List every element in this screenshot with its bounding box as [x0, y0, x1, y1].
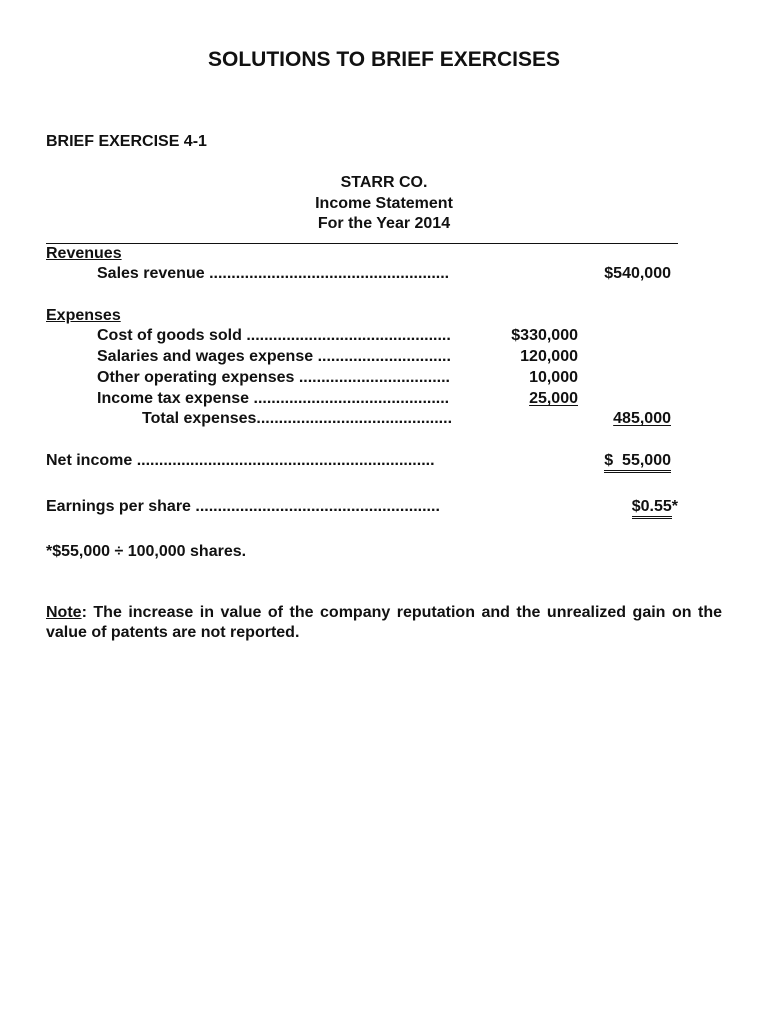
total-expenses-amount: 485,000	[613, 410, 671, 427]
revenues-heading: Revenues	[46, 245, 122, 262]
net-income-amount: $ 55,000	[604, 452, 671, 473]
statement-period: For the Year 2014	[317, 215, 451, 232]
expense-amount-other: 10,000	[529, 369, 578, 386]
footnote: *$55,000 ÷ 100,000 shares.	[46, 543, 247, 560]
page-title: SOLUTIONS TO BRIEF EXERCISES	[208, 48, 560, 71]
eps-footnote-marker: *	[671, 498, 678, 515]
total-expenses-label: Total expenses............................................	[142, 410, 453, 427]
expense-amount-income-tax: 25,000	[529, 390, 578, 407]
note-paragraph	[46, 603, 722, 643]
expense-label-cogs: Cost of goods sold ..............................................	[97, 327, 451, 344]
sales-revenue-amount: $540,000	[604, 265, 671, 282]
eps-label: Earnings per share .......................................................	[46, 498, 440, 515]
expense-amount-salaries: 120,000	[520, 348, 578, 365]
expense-label-other: Other operating expenses ..................................	[97, 369, 450, 386]
statement-name: Income Statement	[315, 195, 453, 212]
sales-revenue-label: Sales revenue ......................................................	[97, 265, 450, 282]
eps-amount: $0.55	[632, 498, 672, 519]
exercise-heading: BRIEF EXERCISE 4-1	[46, 133, 207, 150]
expense-amount-cogs: $330,000	[511, 327, 578, 344]
note-label: Note	[46, 604, 82, 621]
expenses-heading: Expenses	[46, 307, 121, 324]
net-income-label: Net income ...................................................................	[46, 452, 435, 469]
company-name: STARR CO.	[340, 174, 428, 191]
expense-label-salaries: Salaries and wages expense ..............................	[97, 348, 451, 365]
note-text: : The increase in value of the company reputation and the unrealized gain on the value of patents are not reported.	[46, 604, 722, 641]
header-rule	[46, 243, 678, 244]
expense-label-income-tax: Income tax expense ............................................	[97, 390, 450, 407]
